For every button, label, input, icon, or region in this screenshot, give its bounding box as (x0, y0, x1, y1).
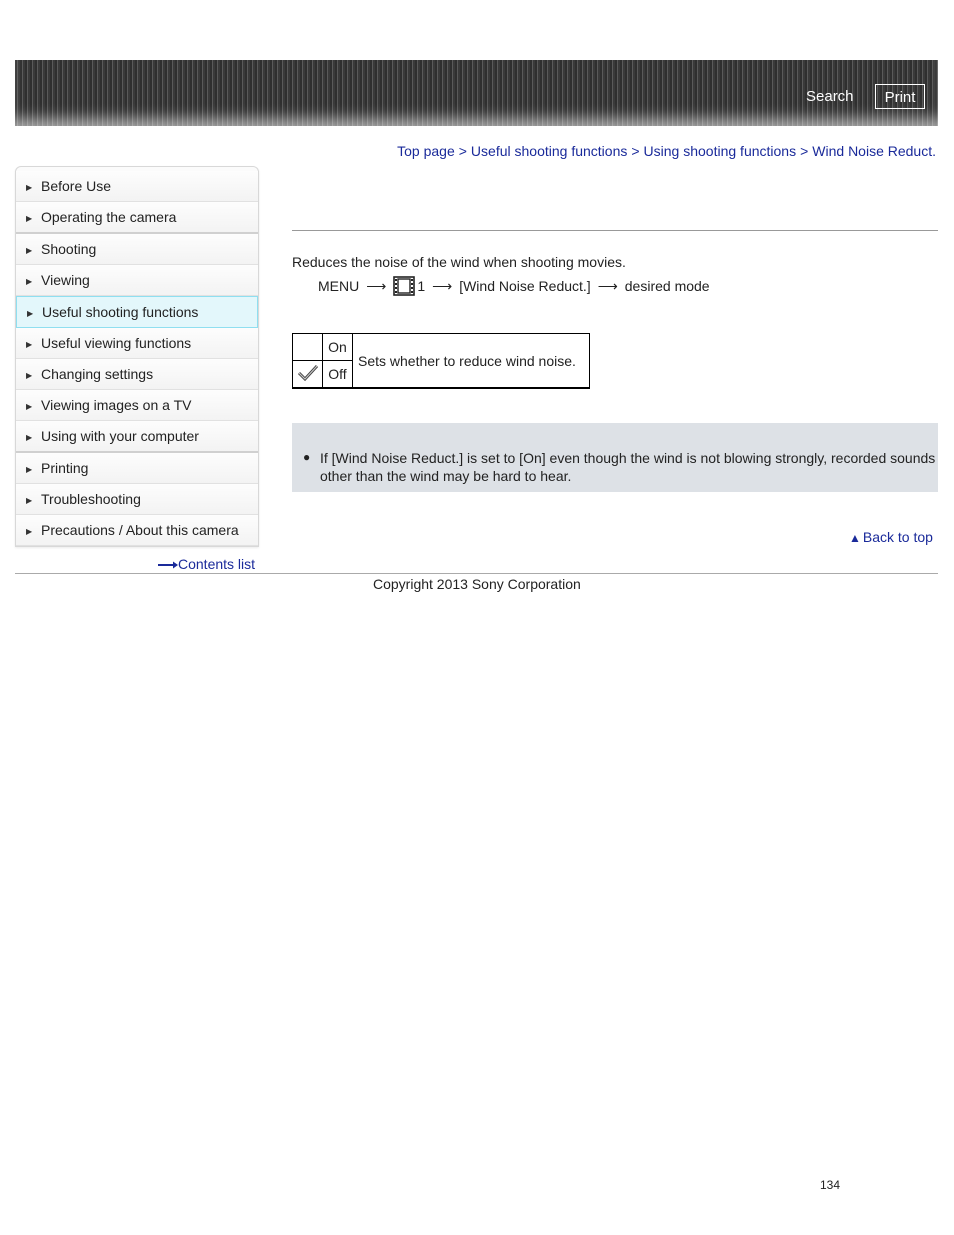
triangle-right-icon: ▶ (26, 402, 33, 411)
menu-label: MENU (318, 278, 360, 294)
sidebar-item-label: Precautions / About this camera (41, 522, 239, 538)
sidebar-item-label: Using with your computer (41, 428, 199, 444)
breadcrumb (397, 143, 936, 159)
breadcrumb-separator: > (631, 143, 640, 159)
sidebar-item-label: Operating the camera (41, 209, 177, 225)
sidebar-item-precautions-about-this-camera[interactable] (16, 515, 258, 546)
contents-list-link[interactable] (158, 556, 255, 572)
triangle-right-icon: ▶ (26, 527, 33, 536)
sidebar-item-label: Before Use (41, 178, 112, 194)
back-to-top-link[interactable] (849, 529, 933, 545)
sidebar-item-before-use[interactable] (16, 171, 258, 202)
menu-path (318, 276, 710, 296)
menu-final-step: desired mode (624, 278, 710, 294)
arrow-right-icon: ⟶ (597, 277, 618, 294)
sidebar-nav (15, 166, 259, 547)
breadcrumb-using-shooting-functions[interactable]: Using shooting functions (643, 143, 797, 159)
triangle-right-icon: ▶ (26, 371, 33, 380)
sidebar-item-viewing-images-on-a-tv[interactable] (16, 390, 258, 421)
arrow-right-icon: ⟶ (366, 277, 387, 294)
back-to-top-label: Back to top (862, 529, 933, 545)
sidebar-item-label: Useful viewing functions (41, 335, 192, 351)
option-description: Sets whether to reduce wind noise. (353, 334, 590, 389)
default-marker-cell (293, 361, 323, 389)
sidebar-item-label: Troubleshooting (41, 491, 141, 507)
contents-list-label: Contents list (178, 556, 256, 572)
search-link[interactable]: Search (806, 88, 854, 105)
arrow-right-icon: ⟶ (432, 277, 453, 294)
intro-text: Reduces the noise of the wind when shooting movies. (292, 254, 626, 270)
breadcrumb-separator: > (800, 143, 809, 159)
movie-film-icon (393, 276, 415, 296)
sidebar-item-label: Shooting (41, 241, 97, 257)
sidebar-item-viewing[interactable] (16, 265, 258, 296)
triangle-right-icon: ▶ (26, 246, 33, 255)
sidebar-item-label: Viewing (41, 272, 90, 288)
default-marker-cell (293, 334, 323, 361)
sidebar-item-label: Useful shooting functions (42, 304, 199, 320)
triangle-right-icon: ▶ (26, 433, 33, 442)
triangle-right-icon: ▶ (26, 277, 33, 286)
sidebar-item-useful-viewing-functions[interactable] (16, 328, 258, 359)
footer-divider (15, 573, 938, 574)
triangle-right-icon: ▶ (26, 496, 33, 505)
sidebar-item-printing[interactable] (16, 453, 258, 484)
sidebar-item-label: Viewing images on a TV (41, 397, 192, 413)
page-number: 134 (820, 1178, 841, 1192)
arrow-right-icon (158, 561, 178, 569)
table-row (293, 334, 590, 361)
sidebar-item-using-with-your-computer[interactable] (16, 421, 258, 453)
menu-item-name: [Wind Noise Reduct.] (459, 278, 591, 294)
copyright-text: Copyright 2013 Sony Corporation (373, 576, 581, 592)
options-table (292, 333, 590, 389)
triangle-right-icon: ▶ (27, 309, 34, 318)
menu-tab-number: 1 (417, 278, 426, 294)
sidebar-item-operating-the-camera[interactable] (16, 202, 258, 234)
checkmark-icon (297, 364, 319, 382)
header-bar (15, 60, 938, 126)
triangle-right-icon: ▶ (26, 214, 33, 223)
print-button[interactable]: Print (875, 84, 925, 109)
note-text: If [Wind Noise Reduct.] is set to [On] even though the wind is not blowing strongly, recorded sounds other than the wind may be hard to hear. (320, 450, 936, 484)
option-label: Off (323, 361, 353, 389)
sidebar-item-label: Printing (41, 460, 89, 476)
bullet-icon: ● (303, 450, 311, 464)
breadcrumb-separator: > (458, 143, 467, 159)
sidebar-item-label: Changing settings (41, 366, 154, 382)
title-divider (292, 230, 938, 231)
triangle-right-icon: ▶ (26, 340, 33, 349)
breadcrumb-top-page[interactable]: Top page (397, 143, 455, 159)
breadcrumb-wind-noise-reduct[interactable]: Wind Noise Reduct. (812, 143, 936, 159)
option-label: On (323, 334, 353, 361)
triangle-right-icon: ▶ (26, 465, 33, 474)
sidebar-item-useful-shooting-functions[interactable] (16, 296, 258, 328)
sidebar-item-troubleshooting[interactable] (16, 484, 258, 515)
triangle-right-icon: ▶ (26, 183, 33, 192)
triangle-up-icon: ▲ (849, 531, 861, 545)
sidebar-item-shooting[interactable] (16, 234, 258, 265)
breadcrumb-useful-shooting-functions[interactable]: Useful shooting functions (470, 143, 628, 159)
sidebar-item-changing-settings[interactable] (16, 359, 258, 390)
